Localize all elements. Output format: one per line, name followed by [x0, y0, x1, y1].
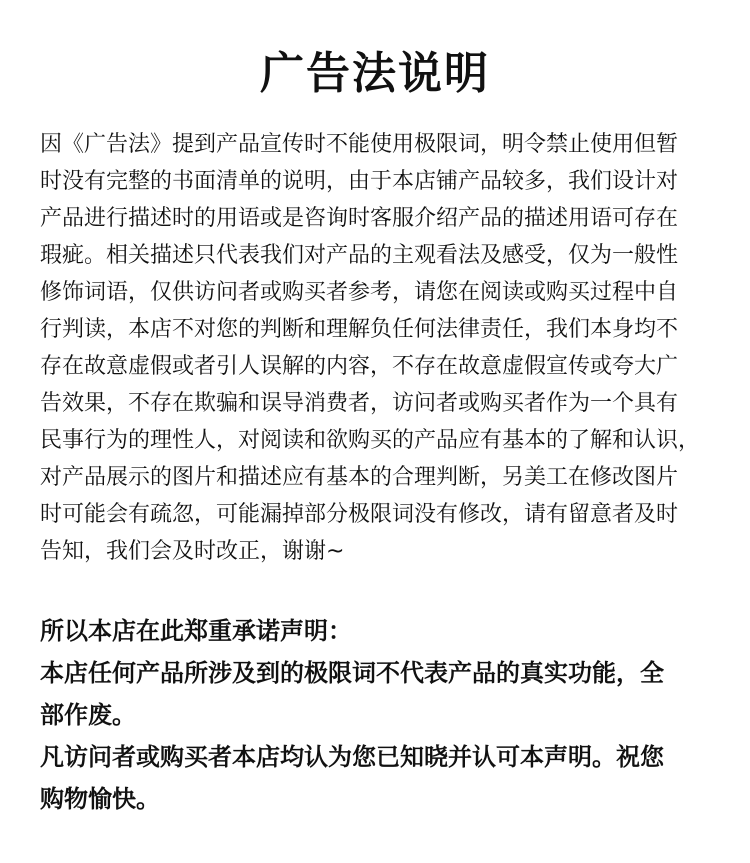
- explanation-paragraph: [40, 126, 730, 570]
- paragraph-line: 存在故意虚假或者引人误解的内容，不存在故意虚假宣传或夸大广: [40, 354, 679, 379]
- paragraph-line: 产品进行描述时的用语或是咨询时客服介绍产品的描述用语可存在: [40, 206, 679, 231]
- page-title: 广告法说明: [260, 48, 490, 99]
- paragraph-line: 时没有完整的书面清单的说明，由于本店铺产品较多，我们设计对: [40, 169, 679, 194]
- paragraph-line: 因《广告法》提到产品宣传时不能使用极限词，明令禁止使用但暂: [40, 132, 679, 157]
- paragraph-line: 时可能会有疏忽，可能漏掉部分极限词没有修改，请有留意者及时: [40, 502, 679, 527]
- paragraph-line: 民事行为的理性人，对阅读和欲购买的产品应有基本的了解和认识，: [40, 428, 701, 453]
- paragraph-line: 瑕疵。相关描述只代表我们对产品的主观看法及感受，仅为一般性: [40, 243, 679, 268]
- paragraph-line: 行判读，本店不对您的判断和理解负任何法律责任，我们本身均不: [40, 317, 679, 342]
- declaration-heading: 所以本店在此郑重承诺声明：: [40, 617, 352, 645]
- declaration-line: 本店任何产品所涉及到的极限词不代表产品的真实功能，全: [40, 659, 664, 687]
- paragraph-line: 对产品展示的图片和描述应有基本的合理判断，另美工在修改图片: [40, 465, 679, 490]
- declaration-section: [40, 610, 730, 820]
- paragraph-line: 告知，我们会及时改正，谢谢~: [40, 539, 345, 564]
- declaration-line: 部作废。: [40, 701, 136, 729]
- declaration-line: 凡访问者或购买者本店均认为您已知晓并认可本声明。祝您: [40, 743, 664, 771]
- paragraph-line: 修饰词语，仅供访问者或购买者参考，请您在阅读或购买过程中自: [40, 280, 679, 305]
- declaration-line: 购物愉快。: [40, 785, 160, 813]
- paragraph-line: 告效果，不存在欺骗和误导消费者，访问者或购买者作为一个具有: [40, 391, 679, 416]
